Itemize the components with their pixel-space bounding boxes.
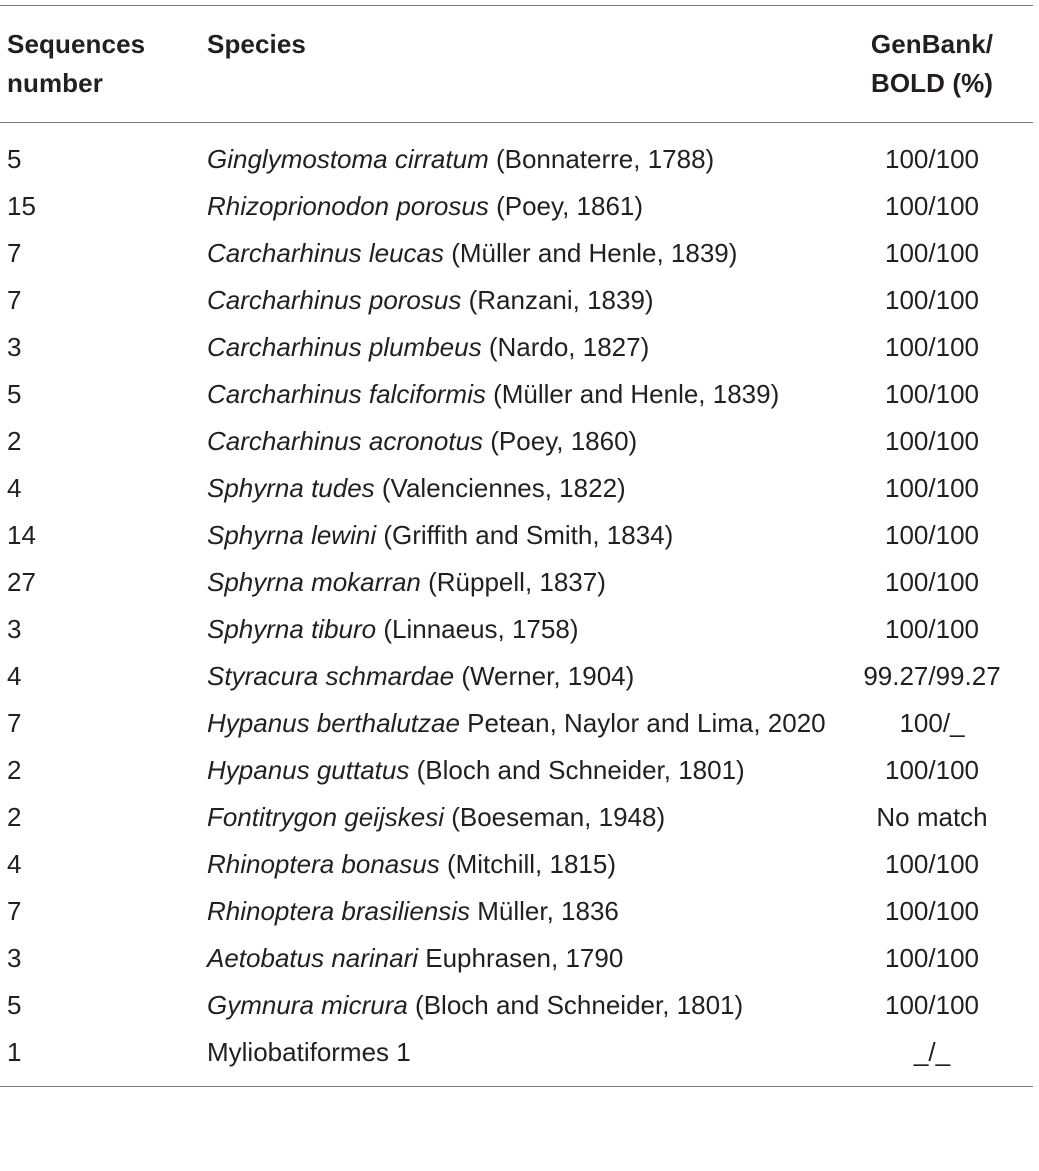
species-authority: (Poey, 1861) [488, 191, 644, 221]
species-name: Carcharhinus acronotus [207, 426, 484, 456]
species-identification-table [0, 5, 1033, 1087]
table-row [0, 606, 1033, 653]
species-cell [200, 747, 831, 794]
species-cell [200, 559, 831, 606]
table-row [0, 559, 1033, 606]
sequence-count-cell [0, 982, 200, 1029]
sequence-count-cell [0, 747, 200, 794]
sequence-count: 7 [7, 896, 22, 926]
species-name: Aetobatus narinari [207, 943, 419, 973]
match-percent-cell [831, 606, 1033, 653]
sequence-count-cell [0, 700, 200, 747]
species-authority: (Griffith and Smith, 1834) [376, 520, 674, 550]
species-cell [200, 277, 831, 324]
header-species: Species [207, 29, 306, 59]
sequence-count: 2 [7, 755, 22, 785]
sequence-count-cell [0, 606, 200, 653]
sequence-count: 14 [7, 520, 36, 550]
species-name: Sphyrna mokarran [207, 567, 421, 597]
match-percent: 100/100 [885, 943, 979, 973]
table-row [0, 230, 1033, 277]
species-cell [200, 606, 831, 653]
match-percent: 99.27/99.27 [863, 661, 1001, 691]
species-cell [200, 653, 831, 700]
match-percent-cell [831, 371, 1033, 418]
sequence-count: 3 [7, 943, 22, 973]
table-row [0, 653, 1033, 700]
match-percent-cell [831, 982, 1033, 1029]
species-authority: (Bloch and Schneider, 1801) [409, 755, 745, 785]
species-authority: (Ranzani, 1839) [461, 285, 654, 315]
match-percent-cell [831, 230, 1033, 277]
species-cell [200, 700, 831, 747]
match-percent-cell [831, 183, 1033, 230]
species-cell [200, 230, 831, 277]
sequence-count: 3 [7, 614, 22, 644]
sequence-count: 2 [7, 426, 22, 456]
sequence-count: 3 [7, 332, 22, 362]
match-percent: 100/100 [885, 332, 979, 362]
sequence-count-cell [0, 230, 200, 277]
sequence-count-cell [0, 418, 200, 465]
sequence-count: 5 [7, 144, 22, 174]
sequence-count-cell [0, 183, 200, 230]
sequence-count: 4 [7, 473, 22, 503]
species-authority: (Rüppell, 1837) [420, 567, 606, 597]
match-percent-cell [831, 888, 1033, 935]
match-percent: No match [876, 802, 988, 832]
sequence-count-cell [0, 324, 200, 371]
species-name: Sphyrna lewini [207, 520, 377, 550]
species-cell [200, 888, 831, 935]
sequence-count-cell [0, 841, 200, 888]
match-percent: 100/100 [885, 755, 979, 785]
table-row [0, 418, 1033, 465]
species-authority: (Valenciennes, 1822) [374, 473, 626, 503]
species-name: Sphyrna tudes [207, 473, 375, 503]
header-genbank-bold: GenBank/ BOLD (%) [870, 29, 994, 98]
species-authority: (Poey, 1860) [483, 426, 638, 456]
table-row [0, 371, 1033, 418]
table-row [0, 841, 1033, 888]
sequence-count: 7 [7, 708, 22, 738]
sequence-count-cell [0, 1029, 200, 1087]
table-row [0, 982, 1033, 1029]
sequence-count: 7 [7, 285, 22, 315]
species-name: Fontitrygon geijskesi [207, 802, 444, 832]
match-percent: 100/100 [885, 426, 979, 456]
species-cell [200, 1029, 831, 1087]
match-percent-cell [831, 559, 1033, 606]
table-row [0, 700, 1033, 747]
match-percent-cell [831, 465, 1033, 512]
species-name: Carcharhinus plumbeus [207, 332, 482, 362]
match-percent-cell [831, 123, 1033, 184]
table-row [0, 123, 1033, 184]
species-authority: Euphrasen, 1790 [418, 943, 624, 973]
match-percent-cell [831, 324, 1033, 371]
species-authority: (Werner, 1904) [454, 661, 635, 691]
match-percent: 100/100 [885, 896, 979, 926]
sequence-count-cell [0, 277, 200, 324]
match-percent-cell [831, 841, 1033, 888]
match-percent-cell [831, 1029, 1033, 1087]
match-percent: _/_ [913, 1037, 951, 1067]
match-percent-cell [831, 794, 1033, 841]
match-percent-cell [831, 277, 1033, 324]
species-table-container [0, 5, 1033, 1087]
species-cell [200, 512, 831, 559]
sequence-count: 5 [7, 379, 22, 409]
species-name: Hypanus guttatus [207, 755, 410, 785]
match-percent-cell [831, 512, 1033, 559]
sequence-count-cell [0, 559, 200, 606]
species-authority: (Linnaeus, 1758) [376, 614, 579, 644]
sequence-count-cell [0, 794, 200, 841]
species-authority: (Boeseman, 1948) [444, 802, 666, 832]
header-sequences-number: Sequences number [7, 29, 146, 98]
sequence-count-cell [0, 888, 200, 935]
species-cell [200, 794, 831, 841]
match-percent-cell [831, 700, 1033, 747]
species-cell [200, 123, 831, 184]
table-row [0, 1029, 1033, 1087]
species-cell [200, 841, 831, 888]
table-body [0, 123, 1033, 1087]
species-cell [200, 418, 831, 465]
species-name: Gymnura micrura [207, 990, 408, 1020]
match-percent: 100/100 [885, 379, 979, 409]
species-name: Rhizoprionodon porosus [207, 191, 489, 221]
match-percent-cell [831, 935, 1033, 982]
species-authority: (Mitchill, 1815) [439, 849, 616, 879]
table-row [0, 512, 1033, 559]
species-name: Ginglymostoma cirratum [207, 144, 489, 174]
sequence-count-cell [0, 653, 200, 700]
match-percent: 100/100 [885, 144, 979, 174]
table-row [0, 794, 1033, 841]
species-name: Styracura schmardae [207, 661, 455, 691]
table-row [0, 324, 1033, 371]
sequence-count-cell [0, 465, 200, 512]
table-row [0, 277, 1033, 324]
sequence-count: 2 [7, 802, 22, 832]
species-cell [200, 935, 831, 982]
table-row [0, 183, 1033, 230]
species-authority: Myliobatiformes 1 [207, 1037, 411, 1067]
species-cell [200, 982, 831, 1029]
table-row [0, 465, 1033, 512]
species-authority: Müller, 1836 [470, 896, 619, 926]
table-row [0, 935, 1033, 982]
species-cell [200, 324, 831, 371]
sequence-count: 27 [7, 567, 36, 597]
species-cell [200, 371, 831, 418]
match-percent: 100/100 [885, 990, 979, 1020]
species-cell [200, 465, 831, 512]
match-percent-cell [831, 747, 1033, 794]
header-row [0, 6, 1033, 123]
species-name: Hypanus berthalutzae [207, 708, 460, 738]
species-cell [200, 183, 831, 230]
match-percent: 100/100 [885, 520, 979, 550]
sequence-count: 7 [7, 238, 22, 268]
species-name: Rhinoptera bonasus [207, 849, 440, 879]
sequence-count: 4 [7, 849, 22, 879]
match-percent-cell [831, 418, 1033, 465]
species-name: Rhinoptera brasiliensis [207, 896, 471, 926]
species-authority: (Müller and Henle, 1839) [485, 379, 780, 409]
table-row [0, 747, 1033, 794]
species-authority: (Bonnaterre, 1788) [488, 144, 715, 174]
species-name: Carcharhinus porosus [207, 285, 462, 315]
species-authority: (Nardo, 1827) [481, 332, 650, 362]
sequence-count: 1 [7, 1037, 22, 1067]
sequence-count-cell [0, 512, 200, 559]
match-percent: 100/100 [885, 238, 979, 268]
match-percent-cell [831, 653, 1033, 700]
species-name: Carcharhinus falciformis [207, 379, 486, 409]
sequence-count: 4 [7, 661, 22, 691]
match-percent: 100/_ [899, 708, 965, 738]
sequence-count-cell [0, 123, 200, 184]
match-percent: 100/100 [885, 473, 979, 503]
match-percent: 100/100 [885, 614, 979, 644]
sequence-count: 15 [7, 191, 36, 221]
table-header [0, 6, 1033, 123]
species-authority: (Müller and Henle, 1839) [444, 238, 738, 268]
sequence-count-cell [0, 935, 200, 982]
sequence-count-cell [0, 371, 200, 418]
match-percent: 100/100 [885, 849, 979, 879]
match-percent: 100/100 [885, 567, 979, 597]
match-percent: 100/100 [885, 191, 979, 221]
species-authority: Petean, Naylor and Lima, 2020 [459, 708, 826, 738]
sequence-count: 5 [7, 990, 22, 1020]
species-name: Carcharhinus leucas [207, 238, 445, 268]
species-name: Sphyrna tiburo [207, 614, 377, 644]
species-authority: (Bloch and Schneider, 1801) [407, 990, 744, 1020]
table-row [0, 888, 1033, 935]
match-percent: 100/100 [885, 285, 979, 315]
